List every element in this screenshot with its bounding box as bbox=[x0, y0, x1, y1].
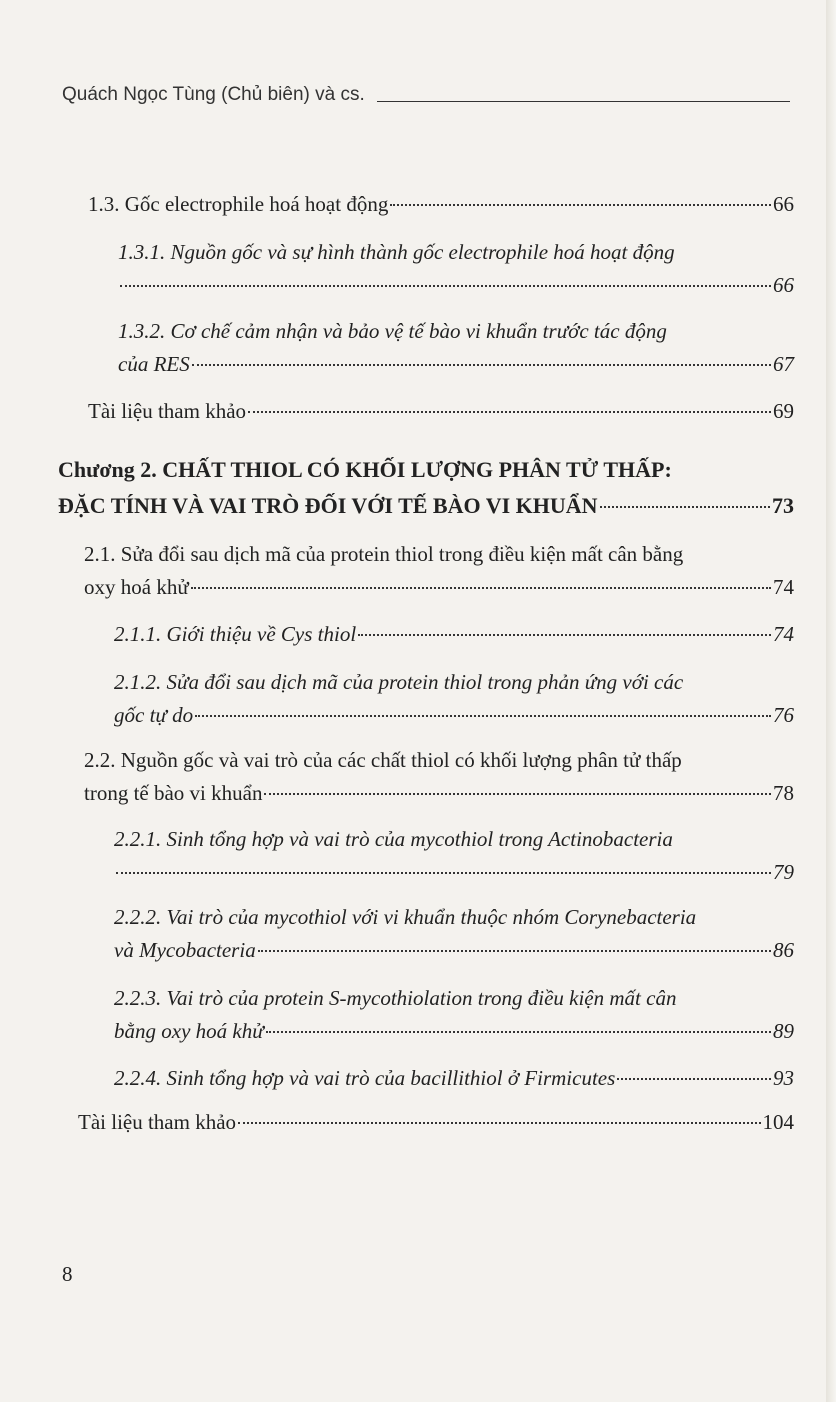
toc-entry-page: 66 bbox=[773, 273, 794, 297]
page-edge bbox=[826, 0, 836, 1402]
leader-dots bbox=[266, 1031, 771, 1033]
toc-entry-2-2-4 bbox=[114, 1062, 794, 1095]
toc-entry-title-cont: và Mycobacteria bbox=[114, 938, 256, 962]
toc-entry-page: 76 bbox=[773, 703, 794, 727]
leader-dots bbox=[248, 411, 771, 413]
toc-entry-title-cont: của RES bbox=[118, 352, 190, 376]
toc-entry-2-1 bbox=[84, 538, 794, 604]
leader-dots bbox=[600, 506, 770, 508]
toc-entry-2-2-1 bbox=[114, 823, 794, 889]
toc-entry-1-3 bbox=[88, 188, 794, 221]
leader-dots bbox=[358, 634, 771, 636]
toc-entry-2-2-3 bbox=[114, 982, 794, 1048]
toc-entry-1-3-1 bbox=[118, 236, 794, 302]
toc-chapter-2 bbox=[58, 452, 794, 524]
header-author: Quách Ngọc Tùng (Chủ biên) và cs. bbox=[62, 84, 365, 105]
toc-entry-title: 2.2.2. Vai trò của mycothiol với vi khuẩn thuộc nhóm Corynebacteria bbox=[114, 905, 697, 929]
toc-entry-title: 2.2.4. Sinh tổng hợp và vai trò của bacillithiol ở Firmicutes bbox=[114, 1066, 616, 1090]
chapter-page: 73 bbox=[772, 493, 794, 518]
toc-entry-page: 78 bbox=[773, 781, 794, 805]
toc-entry-title: 2.2.3. Vai trò của protein S-mycothiolation trong điều kiện mất cân bbox=[114, 986, 677, 1010]
toc-entry-title: 1.3. Gốc electrophile hoá hoạt động bbox=[88, 192, 389, 216]
leader-dots bbox=[258, 950, 771, 952]
leader-dots bbox=[195, 715, 771, 717]
leader-dots bbox=[238, 1122, 760, 1124]
leader-dots bbox=[264, 793, 771, 795]
toc-entry-page: 69 bbox=[773, 399, 794, 423]
leader-dots bbox=[617, 1078, 771, 1080]
toc-entry-title: Tài liệu tham khảo bbox=[88, 399, 247, 423]
chapter-title: Chương 2. CHẤT THIOL CÓ KHỐI LƯỢNG PHÂN TỬ THẤP: bbox=[58, 457, 672, 482]
toc-entry-title: 1.3.2. Cơ chế cảm nhận và bảo vệ tế bào vi khuẩn trước tác động bbox=[118, 319, 667, 343]
toc-entry-2-1-2 bbox=[114, 666, 794, 732]
toc-entry-title-cont: bằng oxy hoá khử bbox=[114, 1019, 264, 1043]
toc-entry-title-cont: oxy hoá khử bbox=[84, 575, 189, 599]
leader-dots bbox=[192, 364, 771, 366]
leader-dots bbox=[191, 587, 771, 589]
toc-entry-page: 86 bbox=[773, 938, 794, 962]
toc-entry-2-2-2 bbox=[114, 901, 794, 967]
page-number: 8 bbox=[62, 1262, 73, 1286]
leader-dots bbox=[390, 204, 771, 206]
toc-entry-title: 2.2.1. Sinh tổng hợp và vai trò của mycothiol trong Actinobacteria bbox=[114, 827, 673, 851]
toc-entry-page: 89 bbox=[773, 1019, 794, 1043]
leader-dots bbox=[120, 285, 771, 287]
toc-entry-page: 74 bbox=[773, 622, 794, 646]
toc-entry-title: Tài liệu tham khảo bbox=[78, 1110, 237, 1134]
chapter-title-cont: ĐẶC TÍNH VÀ VAI TRÒ ĐỐI VỚI TẾ BÀO VI KHUẨN bbox=[58, 493, 598, 518]
toc-entry-page: 93 bbox=[773, 1066, 794, 1090]
toc-entry-title: 2.1.2. Sửa đổi sau dịch mã của protein thiol trong phản ứng với các bbox=[114, 670, 684, 694]
toc-entry-page: 67 bbox=[773, 352, 794, 376]
toc-entry-page: 66 bbox=[773, 192, 794, 216]
toc-entry-references-1 bbox=[88, 395, 794, 428]
header-rule bbox=[377, 101, 790, 102]
toc-entry-page: 79 bbox=[773, 860, 794, 884]
toc-entry-page: 104 bbox=[762, 1110, 794, 1134]
toc-entry-title: 1.3.1. Nguồn gốc và sự hình thành gốc electrophile hoá hoạt động bbox=[118, 240, 675, 264]
toc-entry-2-1-1 bbox=[114, 618, 794, 651]
toc-entry-title: 2.2. Nguồn gốc và vai trò của các chất thiol có khối lượng phân tử thấp bbox=[84, 748, 682, 772]
toc-entry-1-3-2 bbox=[118, 315, 794, 381]
toc-entry-title-cont: trong tế bào vi khuẩn bbox=[84, 781, 263, 805]
running-header bbox=[62, 84, 790, 106]
toc-entry-2-2 bbox=[84, 744, 794, 810]
toc-entry-references-2 bbox=[78, 1106, 794, 1139]
toc-entry-title-cont: gốc tự do bbox=[114, 703, 194, 727]
toc-entry-page: 74 bbox=[773, 575, 794, 599]
leader-dots bbox=[116, 872, 771, 874]
toc-entry-title: 2.1.1. Giới thiệu về Cys thiol bbox=[114, 622, 357, 646]
toc-entry-title: 2.1. Sửa đổi sau dịch mã của protein thiol trong điều kiện mất cân bằng bbox=[84, 542, 684, 566]
